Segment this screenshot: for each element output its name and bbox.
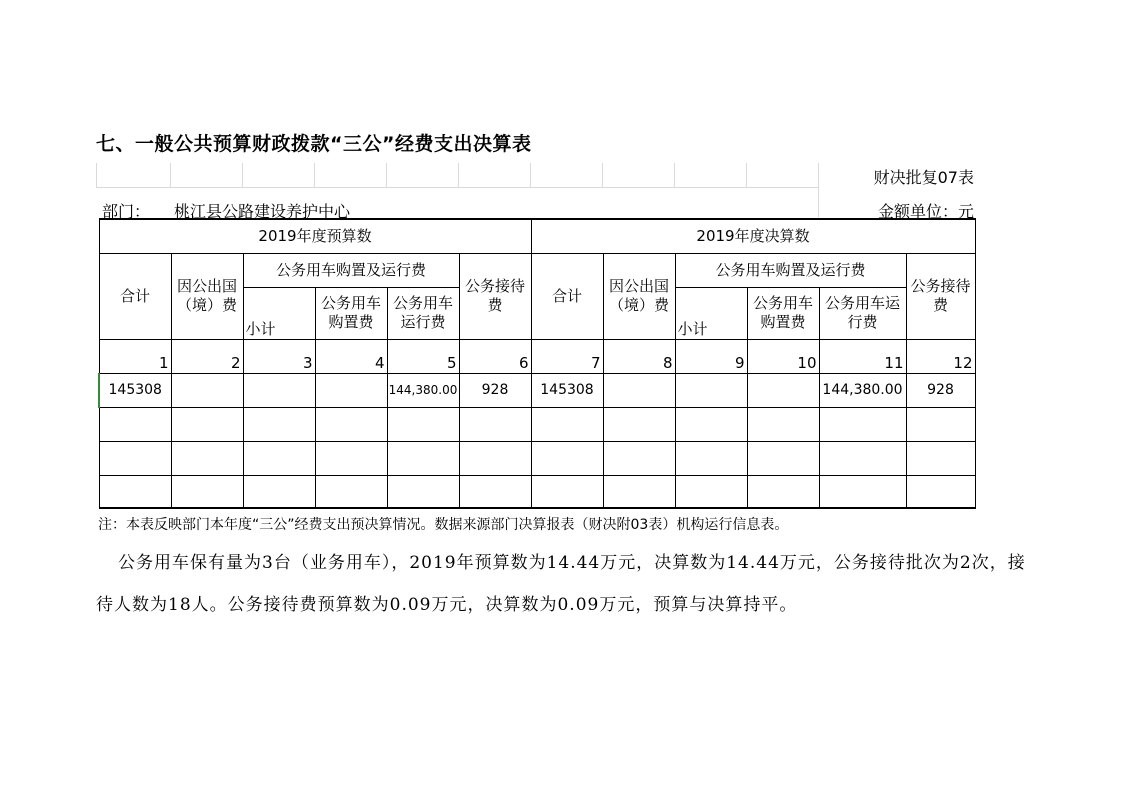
table-cell[interactable]: 928 [906, 373, 975, 407]
header-vehicle-group: 公务用车购置及运行费 [675, 253, 906, 287]
table-cell[interactable] [747, 373, 819, 407]
table-cell[interactable]: 144,380.00 [387, 373, 459, 407]
header-total: 合计 [531, 253, 603, 339]
column-number: 2 [171, 339, 243, 373]
final-group-header: 2019年度决算数 [531, 219, 975, 253]
table-cell[interactable]: 144,380.00 [819, 373, 906, 407]
form-number: 财决批复07表 [873, 168, 974, 187]
column-number: 10 [747, 339, 819, 373]
column-number: 8 [603, 339, 675, 373]
department-name: 桃江县公路建设养护中心 [174, 202, 351, 221]
column-number: 7 [531, 339, 603, 373]
department-label: 部门： [102, 202, 151, 221]
expense-sheet [96, 163, 976, 535]
header-total: 合计 [99, 253, 171, 339]
table-row [99, 441, 975, 475]
column-number: 9 [675, 339, 747, 373]
header-operation: 公务用车运行费 [387, 287, 459, 339]
table-cell[interactable]: 928 [459, 373, 531, 407]
header-operation: 公务用车运行费 [819, 287, 906, 339]
table-row [99, 475, 975, 508]
table-row [99, 373, 975, 407]
table-row [99, 407, 975, 441]
table-cell[interactable]: 145308 [99, 373, 171, 407]
column-number: 5 [387, 339, 459, 373]
column-number: 4 [315, 339, 387, 373]
table-cell[interactable] [171, 373, 243, 407]
header-purchase: 公务用车购置费 [315, 287, 387, 339]
header-abroad: 因公出国（境）费 [603, 253, 675, 339]
table-cell[interactable]: 145308 [531, 373, 603, 407]
explanation-paragraph [96, 542, 1036, 626]
table-cell[interactable] [243, 373, 315, 407]
column-number: 3 [243, 339, 315, 373]
header-purchase: 公务用车购置费 [747, 287, 819, 339]
header-reception: 公务接待费 [906, 253, 975, 339]
column-number: 12 [906, 339, 975, 373]
page-title: 七、一般公共预算财政拨款“三公”经费支出决算表 [96, 133, 532, 155]
table-cell[interactable] [315, 373, 387, 407]
header-reception: 公务接待费 [459, 253, 531, 339]
paragraph-text: 公务用车保有量为3台（业务用车），2019年预算数为14.44万元，决算数为14.44万元，公务接待批次为2次，接待人数为18人。公务接待费预算数为0.09万元，决算数为0.09万元，预算与决算持平。 [96, 553, 1026, 615]
budget-group-header: 2019年度预算数 [99, 219, 531, 253]
column-number: 1 [99, 339, 171, 373]
table-cell[interactable] [675, 373, 747, 407]
header-subtotal: 小计 [243, 287, 315, 339]
header-vehicle-group: 公务用车购置及运行费 [243, 253, 459, 287]
header-abroad: 因公出国（境）费 [171, 253, 243, 339]
header-subtotal: 小计 [675, 287, 747, 339]
column-number: 6 [459, 339, 531, 373]
amount-unit: 金额单位：元 [877, 202, 974, 221]
spreadsheet-gridlines [96, 163, 976, 187]
column-number: 11 [819, 339, 906, 373]
three-expenses-table [98, 218, 976, 509]
table-cell[interactable] [603, 373, 675, 407]
table-note: 注：本表反映部门本年度“三公”经费支出预决算情况。数据来源部门决算报表（财决附03表）机构运行信息表。 [98, 517, 789, 533]
